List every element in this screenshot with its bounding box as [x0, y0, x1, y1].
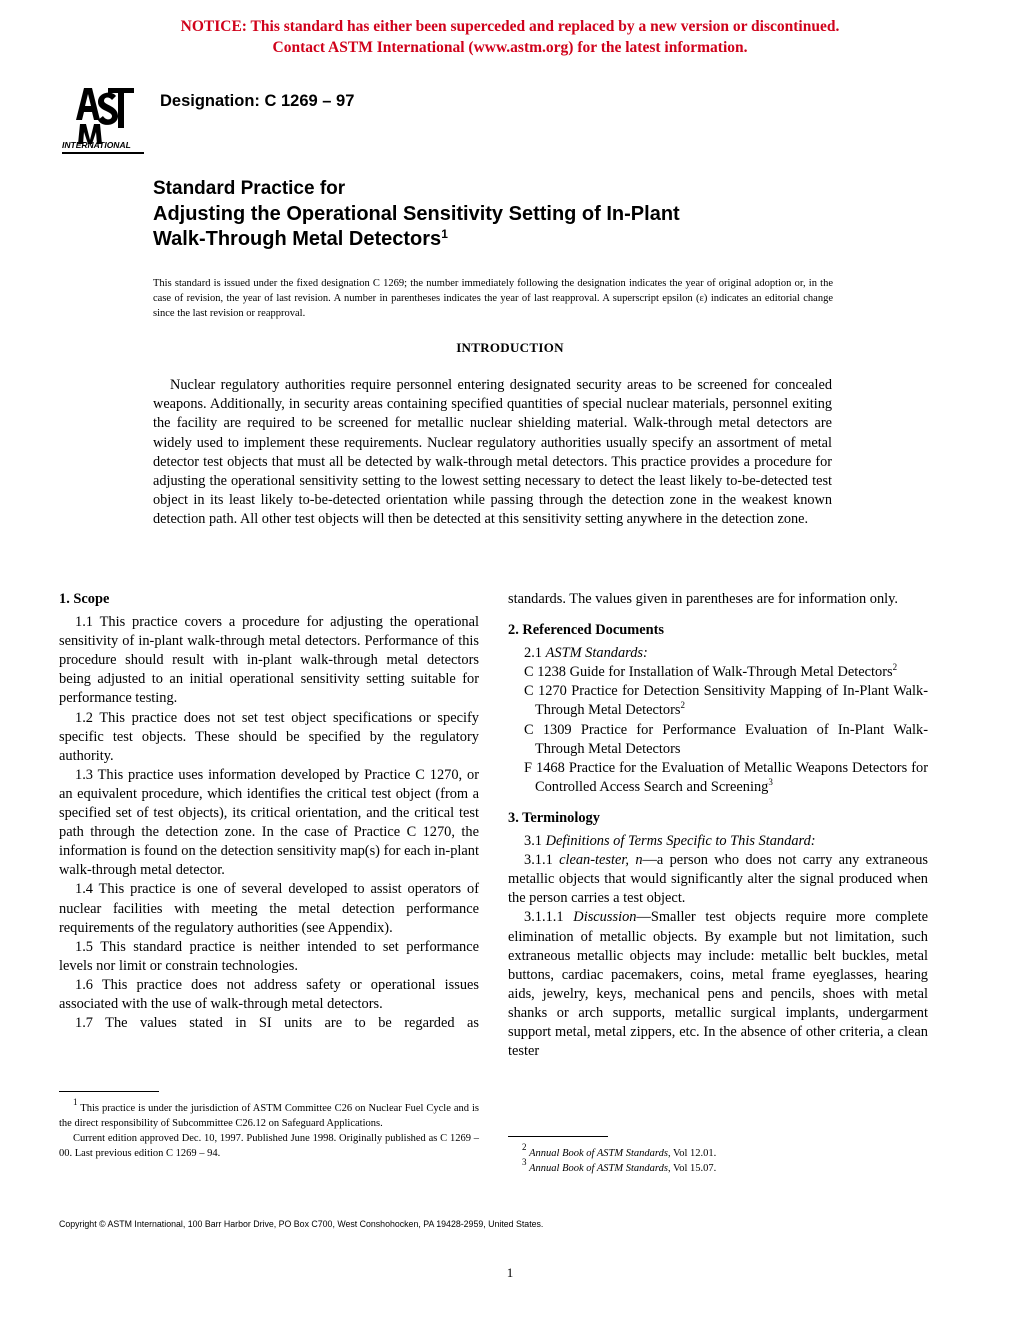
footnote-1-text: This practice is under the jurisdiction of ASTM Committee C26 on Nuclear Fuel Cycle and is the direct responsibility of Subcommittee C26.12 on Safeguard Applications.	[59, 1103, 480, 1129]
reference-text: F 1468 Practice for the Evaluation of Metallic Weapons Detectors for Controlled Access Search and Screening	[524, 759, 928, 795]
terminology-3-1-title: Definitions of Terms Specific to This Standard:	[545, 833, 816, 850]
terminology-3-1-1-text: —a person who does not carry any extraneous metallic objects that would significantly alter the signal produced when the person carries a test object.	[508, 852, 928, 907]
terminology-3-1-1-1-num: 3.1.1.1	[524, 909, 564, 926]
footnote-rule-right	[508, 1136, 608, 1137]
footnote-3-mark: 3	[522, 1157, 527, 1167]
introduction-heading: INTRODUCTION	[456, 340, 564, 355]
notice-line-2: Contact ASTM International (www.astm.org) for the latest information.	[272, 39, 748, 56]
logo-international-text: INTERNATIONAL	[62, 140, 131, 150]
scope-1-6: 1.6 This practice does not address safety or operational issues associated with the use of walk-through metal detectors.	[59, 976, 479, 1012]
right-column	[508, 590, 928, 1061]
footnote-1-edition: Current edition approved Dec. 10, 1997. Published June 1998. Originally published as C 1269 – 00. Last previous edition C 1269 – 94.	[59, 1133, 479, 1159]
scope-1-4: 1.4 This practice is one of several developed to assist operators of nuclear facilities with meeting the metal detection performance requirements of the regulatory authorities (see Appendix).	[59, 881, 479, 936]
reference-c1270	[508, 682, 928, 720]
reference-text: C 1309 Practice for Performance Evaluation of In-Plant Walk-Through Metal Detectors	[524, 721, 928, 757]
terminology-3-1-1-num: 3.1.1	[524, 852, 553, 869]
scope-1-2: 1.2 This practice does not set test object specifications or specify specific test objects. These should be specified by the regulatory authority.	[59, 709, 479, 764]
terminology-3-1-1	[508, 851, 928, 908]
footnote-2-mark: 2	[522, 1142, 527, 1152]
page-number: 1	[506, 1265, 514, 1280]
title-footnote-mark: 1	[441, 227, 448, 241]
issued-note: This standard is issued under the fixed designation C 1269; the number immediately following the designation indicates the year of original adoption or, in the case of revision, the year of last revision. A number in parentheses indicates the year of last reapproval. A superscript epsilon (ε) indicates an editorial change since the last revision or reapproval.	[153, 278, 833, 319]
reference-c1309	[508, 721, 928, 759]
scope-1-7-continued: standards. The values given in parentheses are for information only.	[508, 591, 899, 607]
footnote-2	[508, 1142, 928, 1161]
scope-1-3: 1.3 This practice uses information developed by Practice C 1270, or an equivalent procedure, which identifies the critical test object (from a specified set of test objects), its critical orientation, and the critical test path through the detection zone. In the case of Practice C 1270, the information is found on the detection sensitivity map(s) for each in-plant walk-through metal detector.	[59, 766, 479, 879]
footnote-1-mark: 1	[73, 1097, 78, 1107]
footnote-2-vol: , Vol 12.01.	[667, 1148, 717, 1159]
title-line-3	[153, 228, 448, 251]
referenced-2-1-num: 2.1	[524, 645, 542, 662]
scope-1-1: 1.1 This practice covers a procedure for adjusting the operational sensitivity of in-plant walk-through metal detectors. Performance of this procedure should result with in-plant walk-through metal detectors being adjusted to an initial operational sensitivity setting suitable for performance testing.	[59, 614, 479, 707]
footnote-2-title: Annual Book of ASTM Standards	[529, 1148, 668, 1159]
referenced-2-1	[508, 644, 928, 663]
left-column	[59, 590, 479, 1033]
reference-f1468	[508, 759, 928, 797]
title-line-2: Adjusting the Operational Sensitivity Setting of In-Plant	[153, 203, 680, 225]
title-line-3-text: Walk-Through Metal Detectors	[153, 228, 442, 250]
notice-line-1: NOTICE: This standard has either been superceded and replaced by a new version or discontinued.	[180, 18, 840, 35]
terminology-3-1	[508, 832, 928, 851]
footnote-3	[508, 1157, 928, 1176]
title-line-1: Standard Practice for	[153, 178, 346, 199]
referenced-heading: 2. Referenced Documents	[508, 622, 664, 639]
terminology-heading: 3. Terminology	[508, 809, 600, 826]
terminology-3-1-1-1-text: —Smaller test objects require more complete elimination of metallic objects. By example but not limitation, such extraneous metallic objects may include: metallic belt buckles, metal buttons, cardiac pacemakers, coins, metal frame eyeglasses, hearing aids, jewelry, keys, mechanical pens and pencils, shoes with metal shanks or arch supports, metallic surgical implants, undergarment support metal, metal zippers, etc. In the absence of other criteria, a clean tester	[508, 909, 928, 1060]
terminology-3-1-1-1	[508, 908, 928, 1061]
reference-text: C 1238 Guide for Installation of Walk-Through Metal Detectors	[524, 664, 893, 681]
scope-1-7: 1.7 The values stated in SI units are to be regarded as	[75, 1015, 479, 1032]
copyright: Copyright © ASTM International, 100 Barr Harbor Drive, PO Box C700, West Conshohocken, PA 19428-2959, United States.	[59, 1219, 544, 1229]
footnote-3-vol: , Vol 15.07.	[667, 1163, 717, 1174]
footnotes-right	[508, 1142, 928, 1176]
terminology-3-1-num: 3.1	[524, 833, 542, 850]
reference-mark: 2	[680, 700, 685, 711]
footnote-3-title: Annual Book of ASTM Standards	[529, 1163, 668, 1174]
footnote-rule-left	[59, 1091, 159, 1092]
terminology-3-1-1-1-term: Discussion	[573, 909, 637, 926]
scope-heading: 1. Scope	[59, 591, 110, 607]
scope-1-5: 1.5 This standard practice is neither intended to set performance levels nor limit or constrain technologies.	[59, 938, 479, 974]
footnotes-left	[59, 1097, 480, 1161]
referenced-list	[508, 663, 928, 797]
referenced-2-1-title: ASTM Standards:	[545, 645, 648, 662]
reference-c1238	[508, 663, 928, 682]
footnote-1	[59, 1097, 480, 1131]
reference-mark: 3	[768, 776, 773, 787]
logo-underline	[62, 152, 144, 154]
terminology-3-1-1-term: clean-tester, n	[559, 852, 643, 869]
reference-text: C 1270 Practice for Detection Sensitivity Mapping of In-Plant Walk-Through Metal Detectors	[524, 683, 928, 719]
designation: Designation: C 1269 – 97	[160, 92, 355, 110]
introduction-text: Nuclear regulatory authorities require personnel entering designated security areas to be screened for concealed weapons. Additionally, in security areas containing specified quantities of special nuclear materials, personnel exiting the facility are required to be screened for metallic nuclear shielding material. Walk-through metal detectors are widely used to implement these requirements. Nuclear regulatory authorities usually specify an assortment of metal detector test objects that must all be detected by walk-through metal detectors. This practice provides a procedure for adjusting the operational sensitivity setting to the lowest setting necessary to detect the least likely to-be-detected test object in its least likely to-be-detected orientation while passing through the detection zone in the weakest known detection path. All other test objects will then be detected at this sensitivity setting anywhere in the detection zone.	[153, 377, 832, 528]
reference-mark: 2	[892, 662, 898, 673]
